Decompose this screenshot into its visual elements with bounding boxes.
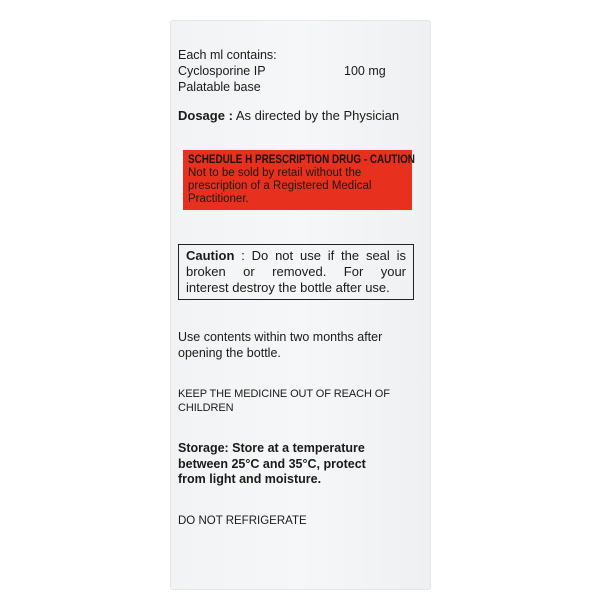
- dosage-text: As directed by the Physician: [235, 108, 400, 123]
- dosage-label: Dosage :: [178, 108, 233, 123]
- ingredient-name: Cyclosporine IP: [178, 64, 266, 78]
- dosage-line: [178, 108, 399, 123]
- storage-line-3: from light and moisture.: [178, 472, 322, 486]
- storage-note: [178, 441, 366, 488]
- storage-line-2: between 25°C and 35°C, protect: [178, 456, 366, 471]
- caution-line-3: interest destroy the bottle after use.: [186, 280, 390, 295]
- composition-header: Each ml contains:: [178, 48, 277, 62]
- schedule-h-warning-box: [183, 150, 415, 210]
- keep-away-line-2: CHILDREN: [178, 401, 234, 414]
- composition-base: Palatable base: [178, 80, 261, 94]
- caution-line-1: [186, 248, 406, 264]
- keep-away-line-1: KEEP THE MEDICINE OUT OF REACH OF: [178, 388, 390, 400]
- caution-line-2: broken or removed. For your: [186, 264, 406, 279]
- storage-line-1: Storage: Store at a temperature: [178, 441, 365, 455]
- keep-away-note: [178, 388, 390, 415]
- caution-box: [178, 244, 414, 300]
- caution-label: Caution: [186, 248, 235, 263]
- ingredient-amount: 100 mg: [344, 64, 386, 78]
- label-panel: [170, 20, 431, 590]
- schedule-h-title: SCHEDULE H PRESCRIPTION DRUG - CAUTION: [188, 154, 415, 166]
- do-not-refrigerate-note: DO NOT REFRIGERATE: [178, 515, 307, 527]
- schedule-h-line-1: Not to be sold by retail without the: [188, 167, 362, 179]
- use-contents-line-1: Use contents within two months after: [178, 330, 383, 344]
- schedule-h-line-2: prescription of a Registered Medical: [188, 180, 372, 192]
- schedule-h-line-3: Practitioner.: [188, 193, 249, 205]
- caution-text-1: : Do not use if the seal is: [241, 248, 406, 263]
- use-contents-note: [178, 330, 382, 361]
- use-contents-line-2: opening the bottle.: [178, 345, 281, 360]
